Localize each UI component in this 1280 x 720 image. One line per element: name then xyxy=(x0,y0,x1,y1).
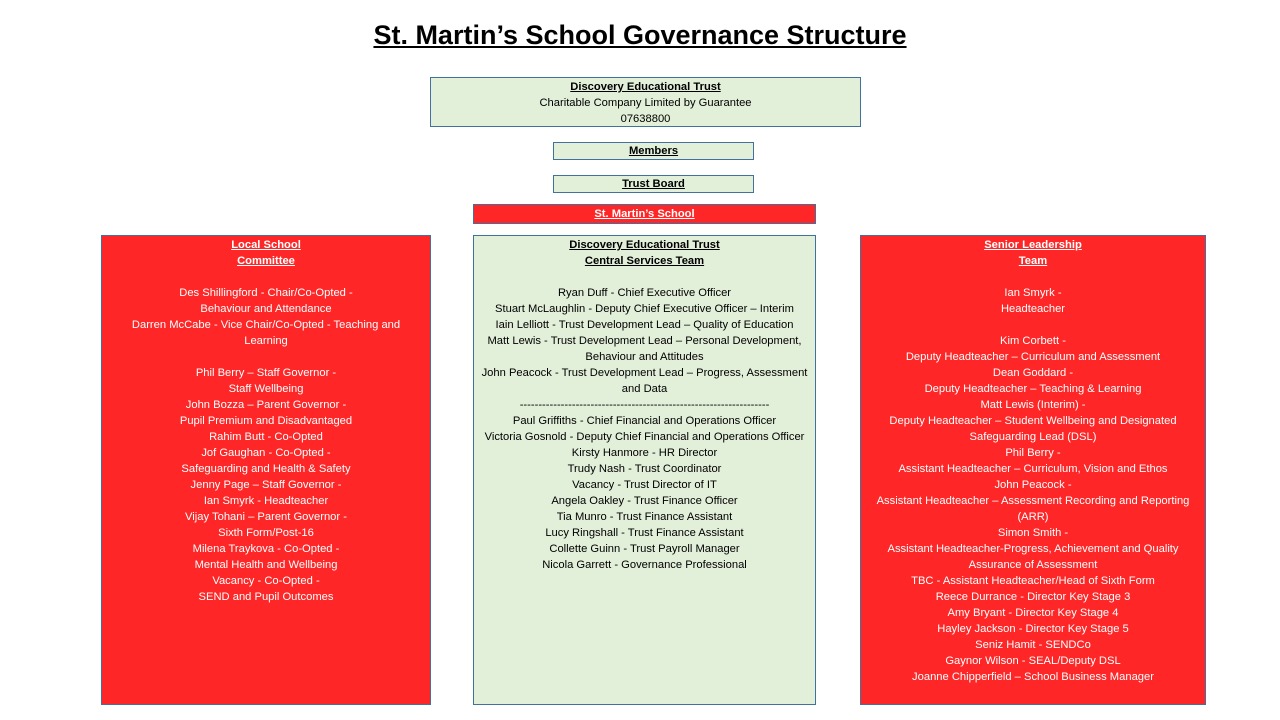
trust-type: Charitable Company Limited by Guarantee xyxy=(539,97,752,109)
trust-name: Discovery Educational Trust xyxy=(570,81,721,93)
senior-leadership-header-line: Team xyxy=(1018,255,1048,267)
committee-member: Jof Gaughan - Co-Opted - xyxy=(201,447,331,459)
committee-member: Phil Berry – Staff Governor - xyxy=(195,367,337,379)
central-staff-member: Tia Munro - Trust Finance Assistant xyxy=(556,511,733,523)
committee-member: Safeguarding and Health & Safety xyxy=(181,463,351,475)
spacer xyxy=(478,269,811,285)
central-staff-member: Angela Oakley - Trust Finance Officer xyxy=(551,495,738,507)
leadership-member: Phil Berry - xyxy=(1005,447,1061,459)
leadership-member: TBC - Assistant Headteacher/Head of Sixth Form xyxy=(911,575,1155,587)
school-box: St. Martin’s School xyxy=(473,204,816,224)
committee-member: Ian Smyrk - Headteacher xyxy=(203,495,329,507)
committee-member: John Bozza – Parent Governor - xyxy=(185,399,347,411)
leadership-member: Assistant Headteacher-Progress, Achievement and Quality Assurance of Assessment xyxy=(887,543,1179,571)
committee-member: Pupil Premium and Disadvantaged xyxy=(179,415,353,427)
trust-board-box: Trust Board xyxy=(553,175,754,193)
central-staff-member: Ryan Duff - Chief Executive Officer xyxy=(557,287,732,299)
central-staff-member: Victoria Gosnold - Deputy Chief Financial and Operations Officer xyxy=(484,431,805,443)
page-title: St. Martin’s School Governance Structure xyxy=(373,20,907,50)
central-services-header-line: Central Services Team xyxy=(584,255,705,267)
leadership-member: Reece Durrance - Director Key Stage 3 xyxy=(935,591,1131,603)
leadership-member: Amy Bryant - Director Key Stage 4 xyxy=(947,607,1119,619)
central-staff-member: John Peacock - Trust Development Lead – Progress, Assessment and Data xyxy=(481,367,808,395)
committee-member: Vacancy - Co-Opted - xyxy=(212,575,320,587)
central-staff-member: Stuart McLaughlin - Deputy Chief Executive Officer – Interim xyxy=(495,303,794,315)
central-staff-member: Trudy Nash - Trust Coordinator xyxy=(567,463,722,475)
committee-member: Staff Wellbeing xyxy=(228,383,304,395)
central-services-header-line: Discovery Educational Trust xyxy=(569,239,720,251)
leadership-member: Deputy Headteacher – Curriculum and Assessment xyxy=(905,351,1161,363)
leadership-member: Dean Goddard - xyxy=(992,367,1074,379)
senior-leadership-header-line: Senior Leadership xyxy=(984,239,1082,251)
senior-leadership-box xyxy=(860,235,1206,705)
spacer xyxy=(863,317,1203,333)
spacer xyxy=(116,349,416,365)
leadership-member: Assistant Headteacher – Assessment Recording and Reporting (ARR) xyxy=(876,495,1190,523)
central-staff-member: Behaviour and Attitudes xyxy=(585,351,704,363)
committee-member: Des Shillingford - Chair/Co-Opted - xyxy=(179,287,353,299)
local-committee-list xyxy=(116,269,416,605)
leadership-member: Hayley Jackson - Director Key Stage 5 xyxy=(937,623,1129,635)
leadership-member: Matt Lewis (Interim) - xyxy=(980,399,1086,411)
trust-box xyxy=(430,77,861,127)
central-staff-member: Collette Guinn - Trust Payroll Manager xyxy=(549,543,740,555)
central-services-list xyxy=(478,269,811,573)
committee-member: Sixth Form/Post-16 xyxy=(218,527,314,539)
spacer xyxy=(116,269,416,285)
local-committee-header-line: Local School xyxy=(231,239,301,251)
leadership-member: Kim Corbett - xyxy=(1000,335,1066,347)
members-box: Members xyxy=(553,142,754,160)
leadership-member: Joanne Chipperfield – School Business Manager xyxy=(912,671,1154,683)
central-staff-member: Kirsty Hanmore - HR Director xyxy=(571,447,718,459)
trust-number: 07638800 xyxy=(620,113,671,125)
leadership-member: Ian Smyrk - xyxy=(1004,287,1062,299)
committee-member: Rahim Butt - Co-Opted xyxy=(209,431,323,443)
committee-member: Darren McCabe - Vice Chair/Co-Opted - Teaching and Learning xyxy=(131,319,401,347)
leadership-member: Assistant Headteacher – Curriculum, Vision and Ethos xyxy=(898,463,1168,475)
committee-member: Milena Traykova - Co-Opted - xyxy=(192,543,340,555)
leadership-member: Seniz Hamit - SENDCo xyxy=(975,639,1091,651)
central-staff-member: ------------------------------------------------------------------- xyxy=(519,399,770,411)
central-staff-member: Vacancy - Trust Director of IT xyxy=(572,479,717,491)
central-services-box xyxy=(473,235,816,705)
leadership-member: Deputy Headteacher – Teaching & Learning xyxy=(924,383,1142,395)
central-staff-member: Iain Lelliott - Trust Development Lead – Quality of Education xyxy=(495,319,794,331)
committee-member: Behaviour and Attendance xyxy=(200,303,332,315)
central-staff-member: Nicola Garrett - Governance Professional xyxy=(542,559,747,571)
committee-member: Mental Health and Wellbeing xyxy=(194,559,338,571)
committee-member: Vijay Tohani – Parent Governor - xyxy=(185,511,347,523)
local-committee-box xyxy=(101,235,431,705)
central-staff-member: Matt Lewis - Trust Development Lead – Personal Development, xyxy=(487,335,802,347)
leadership-member: Simon Smith - xyxy=(997,527,1069,539)
local-committee-header-line: Committee xyxy=(237,255,295,267)
central-staff-member: Paul Griffiths - Chief Financial and Operations Officer xyxy=(512,415,777,427)
committee-member: Jenny Page – Staff Governor - xyxy=(190,479,342,491)
committee-member: SEND and Pupil Outcomes xyxy=(198,591,334,603)
leadership-member: Deputy Headteacher – Student Wellbeing and Designated Safeguarding Lead (DSL) xyxy=(889,415,1177,443)
central-staff-member: Lucy Ringshall - Trust Finance Assistant xyxy=(545,527,744,539)
senior-leadership-list xyxy=(863,269,1203,685)
leadership-member: Headteacher xyxy=(1000,303,1066,315)
spacer xyxy=(863,269,1203,285)
leadership-member: Gaynor Wilson - SEAL/Deputy DSL xyxy=(945,655,1121,667)
leadership-member: John Peacock - xyxy=(994,479,1072,491)
